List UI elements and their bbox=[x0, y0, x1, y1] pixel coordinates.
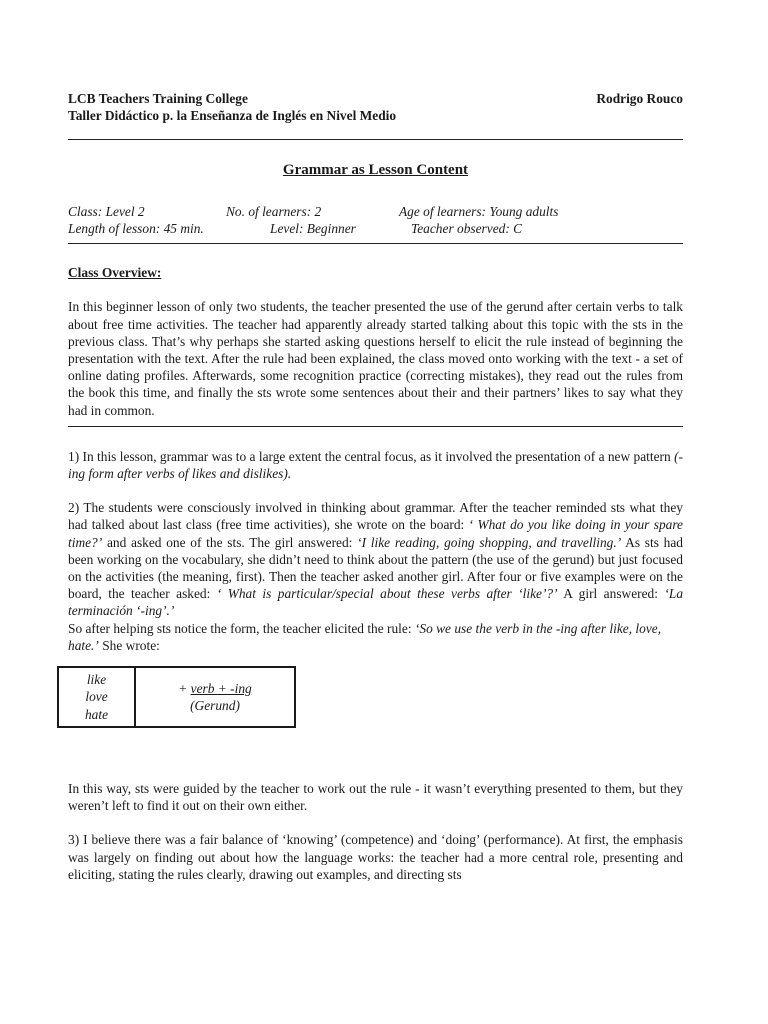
point-2-text: and asked one of the sts. The girl answered: bbox=[102, 534, 358, 550]
verb-hate: hate bbox=[84, 706, 109, 722]
workshop-name: Taller Didáctico p. la Enseñanza de Inglés en Nivel Medio bbox=[68, 108, 397, 123]
point-3: 3) I believe there was a fair balance of ‘knowing’ (competence) and ‘doing’ (performance). At first, the emphasis was largely on finding out about how the language works: the teacher had a more central role, presenting and eliciting, stating the rules clearly, drawing out examples, and directing sts bbox=[68, 832, 683, 882]
meta-learners: No. of learners: 2 bbox=[226, 204, 322, 220]
divider bbox=[68, 243, 683, 244]
board-question: ‘ What do you like doing in your spare time?’ bbox=[68, 517, 684, 550]
after-table-paragraph: In this way, sts were guided by the teacher to work out the rule - it wasn’t everything presented to them, but they weren’t left to find it out on their own either. bbox=[68, 781, 683, 814]
meta-level: Level: Beginner bbox=[270, 221, 356, 237]
point-1 bbox=[68, 448, 683, 482]
divider bbox=[68, 139, 683, 140]
teacher-question: ‘ What is particular/special about these verbs after ‘like’?’ bbox=[216, 586, 558, 602]
plus-sign: + bbox=[178, 680, 191, 696]
meta-teacher: Teacher observed: C bbox=[411, 221, 523, 237]
meta-class: Class: Level 2 bbox=[68, 204, 145, 220]
point-2-text: 2) The students were consciously involved in thinking about grammar. After the teacher reminded sts what they had talked about last class (free time activities), she wrote on the board: bbox=[68, 500, 683, 533]
verb-list bbox=[58, 667, 135, 727]
point-2-text: A girl answered: bbox=[557, 586, 665, 602]
gerund-pattern bbox=[135, 667, 295, 727]
point-2 bbox=[68, 499, 683, 619]
author-name: Rodrigo Rouco bbox=[596, 91, 683, 106]
point-2-text: She wrote: bbox=[98, 637, 160, 653]
overview-heading: Class Overview: bbox=[68, 265, 162, 281]
verb-like: like bbox=[86, 672, 107, 688]
pattern-text: verb + -ing bbox=[190, 680, 252, 696]
overview-paragraph: In this beginner lesson of only two students, the teacher presented the use of the gerund after certain verbs to talk about free time activities. The teacher had apparently already started talking about this topic with the sts in the previous class. That’s why perhaps she started asking questions herself to elicit the rule instead of beginning the presentation with the text. After the rule had been explained, the class moved onto working with the text - a set of online dating profiles. Afterwards, some recognition practice (correcting mistakes), they read out the rules from the book this time, and finally the sts wrote some sentences about their and their partners’ likes to say what they had in common. bbox=[68, 299, 683, 418]
elicited-rule: ‘So we use the verb in the -ing after like, love, hate.’ bbox=[68, 620, 662, 653]
point-1-pattern: (-ing form after verbs of likes and dislikes). bbox=[68, 448, 683, 482]
point-2-text: So after helping sts notice the form, the teacher elicited the rule: bbox=[68, 620, 415, 636]
point-1-text: 1) In this lesson, grammar was to a large extent the central focus, as it involved the presentation of a new pattern bbox=[68, 448, 675, 464]
verb-love: love bbox=[85, 689, 108, 705]
meta-length: Length of lesson: 45 min. bbox=[68, 221, 204, 237]
document-page bbox=[68, 90, 683, 883]
page-title: Grammar as Lesson Content bbox=[282, 162, 469, 178]
point-2-text: As sts had been working on the vocabulary, she didn’t need to think about the pattern (the use of the gerund) but just focused on the activities (the meaning, first). Then the teacher asked another girl. After four or five examples were on the board, the teacher asked: bbox=[68, 534, 683, 602]
student-answer: ‘I like reading, going shopping, and travelling.’ bbox=[357, 534, 622, 550]
header bbox=[68, 90, 683, 107]
meta-age: Age of learners: Young adults bbox=[399, 204, 559, 220]
gerund-rule-table bbox=[57, 666, 296, 728]
gerund-label: (Gerund) bbox=[190, 698, 240, 714]
point-2-rule bbox=[68, 620, 683, 654]
student-answer: ‘La terminación ‘-ing’.’ bbox=[68, 586, 684, 619]
lesson-meta bbox=[68, 203, 683, 237]
college-name: LCB Teachers Training College bbox=[68, 91, 248, 106]
